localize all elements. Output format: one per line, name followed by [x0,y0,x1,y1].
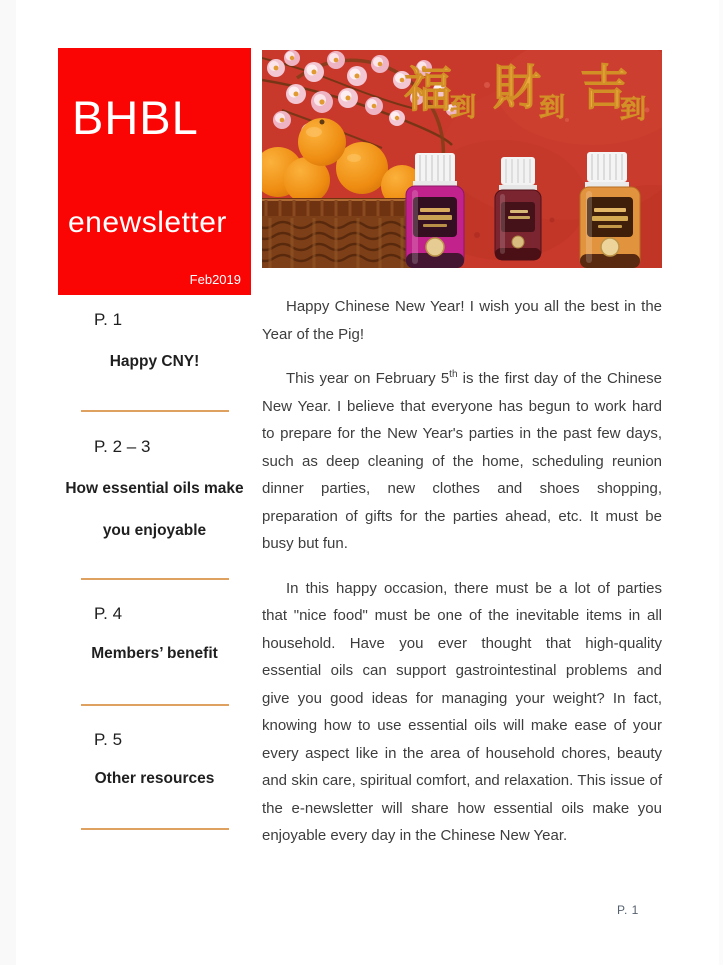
small-oil-bottle [495,157,541,260]
ordinal-superscript: th [449,369,458,380]
table-of-contents [58,300,251,830]
toc-pages-label: P. 1 [94,310,123,329]
paragraph-text: is the first day of the Chinese New Year. I believe that everyone has begun to work hard to prepare for the New Year's parties in the past few days, such as deep cleaning of the home, scheduling reunion dinner parties, new clothes and shoes shopping, preparation of gifts for the parties ahead, etc. It must be busy but fun. [262,370,662,552]
masthead [58,48,251,295]
cny-hero-svg [262,50,662,268]
newsletter-subtitle: enewsletter [68,206,227,239]
newsletter-title: BHBL [72,91,199,144]
toc-item-title [58,468,251,552]
toc-divider [81,410,229,412]
page-edge-left [0,0,16,965]
toc-pages-label: P. 2 – 3 [94,437,151,456]
toc-title-line: How essential oils make [65,480,244,497]
article-paragraph-3: In this happy occasion, there must be a lot of parties that "nice food" must be one of the inevitable items in all household. Have you ever thought that high-quality essential oils can support gastrointestinal problems and give you good ideas for managing your weight? In fact, knowing how to use essential oils will make ease of your every aspect like in the area of household chores, beauty and skin care, spiritual comfort, and relaxation. This issue of the e-newsletter will share how essential oils make you enjoyable every day in the Chinese New Year. [262,579,662,844]
toc-divider [81,828,229,830]
character-dao3: 到 [620,95,647,125]
character-ji: 吉 [580,60,629,116]
page-number: P. 1 [617,903,639,917]
character-fu: 福 [404,62,453,118]
character-dao2: 到 [539,93,566,123]
issue-date: Feb2019 [189,272,241,287]
page-edge-right [719,0,723,965]
toc-item-title: Happy CNY! [109,353,200,370]
character-cai: 財 [493,60,542,116]
character-dao1: 到 [450,93,477,123]
toc-divider [81,704,229,706]
article-paragraph-2 [262,365,662,558]
cny-hero-image [262,50,662,268]
chinese-characters [404,60,646,125]
article-paragraph-1: Happy Chinese New Year! I wish you all the best in the Year of the Pig! [262,298,662,343]
toc-item-title: Other resources [94,770,215,787]
article-body [262,293,662,867]
toc-item-title: Members’ benefit [91,645,218,662]
toc-divider [81,578,229,580]
toc-pages-label: P. 4 [94,604,123,623]
toc-title-line: you enjoyable [102,522,207,539]
paragraph-text: This year on February 5 [286,370,450,387]
toc-pages-label: P. 5 [94,730,123,749]
